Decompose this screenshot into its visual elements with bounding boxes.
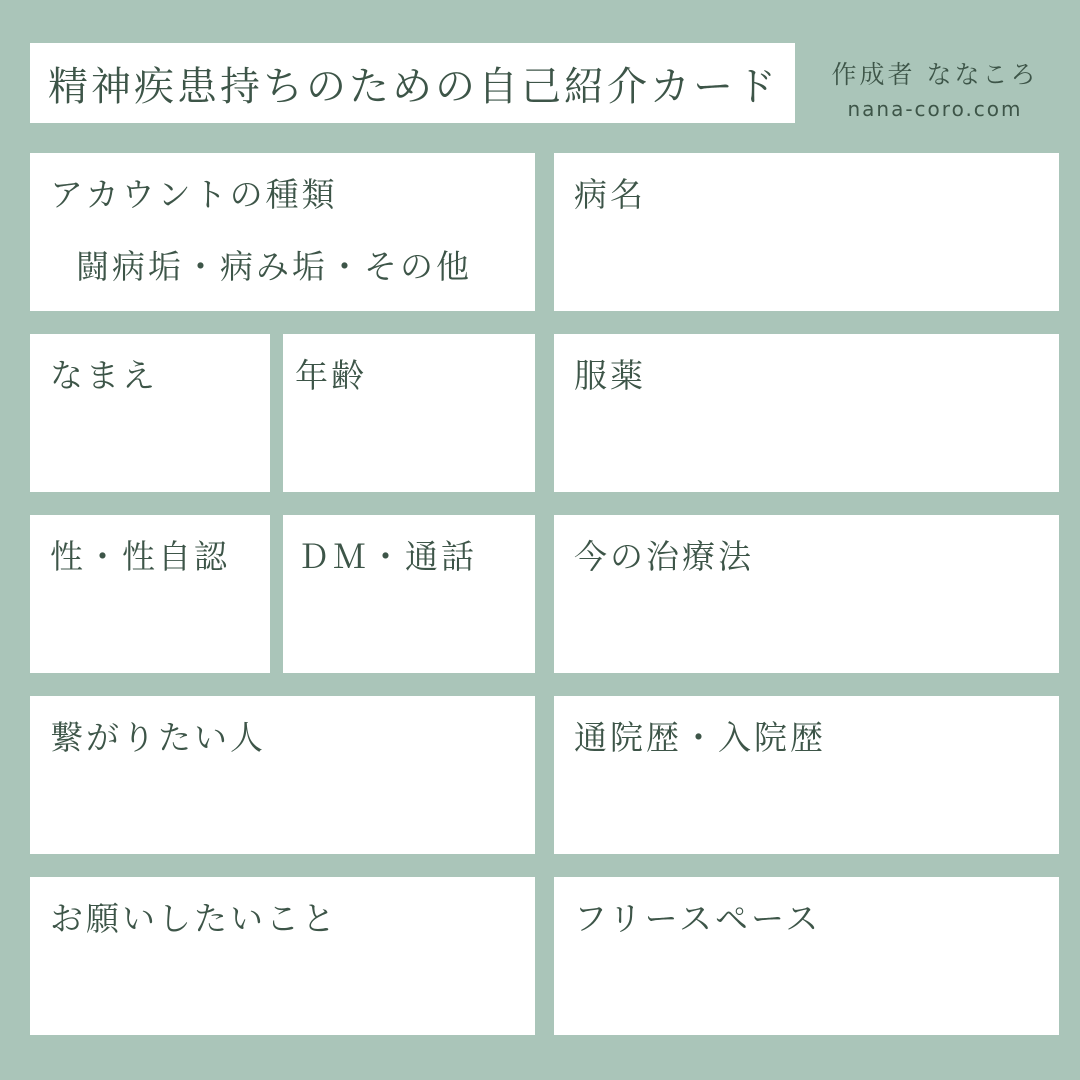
hospital-history-card[interactable] (554, 696, 1059, 854)
requests-card[interactable] (30, 877, 535, 1035)
hospital-history-label: 通院歴・入院歴 (574, 718, 826, 757)
age-card[interactable] (283, 334, 535, 492)
free-space-card[interactable] (554, 877, 1059, 1035)
gender-label: 性・性自認 (50, 537, 230, 576)
disease-name-card[interactable] (554, 153, 1059, 311)
want-to-connect-label: 繋がりたい人 (50, 718, 266, 757)
account-type-label: アカウントの種類 (50, 175, 338, 214)
medication-card[interactable] (554, 334, 1059, 492)
current-treatment-label: 今の治療法 (574, 537, 754, 576)
author-block (810, 55, 1060, 121)
page-title: 精神疾患持ちのための自己紹介カード (48, 63, 779, 110)
name-label: なまえ (50, 356, 158, 395)
current-treatment-card[interactable] (554, 515, 1059, 673)
author-url: nana-coro.com (847, 97, 1023, 121)
account-type-card[interactable] (30, 153, 535, 311)
disease-name-label: 病名 (574, 175, 646, 214)
dm-call-card[interactable] (283, 515, 535, 673)
gender-card[interactable] (30, 515, 270, 673)
free-space-label: フリースペース (574, 899, 822, 938)
age-label: 年齢 (295, 356, 367, 395)
want-to-connect-card[interactable] (30, 696, 535, 854)
requests-label: お願いしたいこと (50, 899, 338, 938)
name-card[interactable] (30, 334, 270, 492)
author-name: 作成者 ななころ (831, 60, 1039, 89)
dm-call-label: ＤＭ・通話 (297, 537, 477, 576)
medication-label: 服薬 (574, 356, 646, 395)
title-box (30, 43, 795, 123)
account-type-options: 闘病垢・病み垢・その他 (76, 246, 472, 286)
